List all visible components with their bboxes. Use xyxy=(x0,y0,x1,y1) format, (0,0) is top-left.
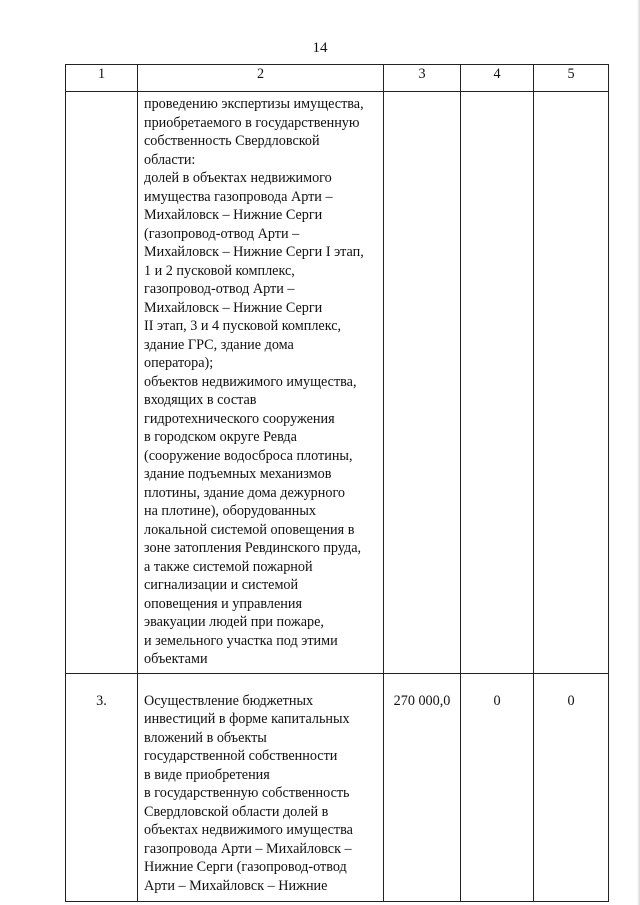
row3-col4-cell xyxy=(461,673,534,901)
row3-number-cell xyxy=(66,673,138,901)
text-line: входящих в состав xyxy=(144,392,257,408)
text-line: плотины, здание дома дежурного xyxy=(144,484,346,501)
text-line: Михайловск – Нижние Серги xyxy=(144,299,323,316)
text-line: 1 и 2 пусковой комплекс, xyxy=(144,262,295,279)
header-col-3: 3 xyxy=(384,65,461,92)
text-line: оповещения и управления xyxy=(144,595,302,612)
amount-value: 0 xyxy=(567,692,575,709)
text-line: инвестиций в форме капитальных xyxy=(144,711,350,727)
text-line: в виде приобретения xyxy=(144,766,270,783)
row3-col3-cell xyxy=(384,673,461,901)
text-line: имущества газопровода Арти – xyxy=(144,188,333,205)
text-line: объектов недвижимого имущества, xyxy=(144,373,357,390)
text-line: здание ГРС, здание дома xyxy=(144,336,294,353)
row-number: 3. xyxy=(96,692,107,709)
text-line: гидротехнического сооружения xyxy=(144,410,335,427)
text-line: Осуществление бюджетных xyxy=(144,692,314,709)
text-line: в государственную собственность xyxy=(144,785,350,801)
table-header-row xyxy=(66,65,609,92)
text-line: Михайловск – Нижние Серги xyxy=(144,207,323,223)
header-col-1: 1 xyxy=(66,65,138,92)
text-line: здание подъемных механизмов xyxy=(144,466,332,482)
table-row-3 xyxy=(66,673,609,901)
cont-col5-cell xyxy=(534,92,609,674)
text-line: а также системой пожарной xyxy=(144,558,313,575)
text-line: Нижние Серги (газопровод-отвод xyxy=(144,859,347,875)
cont-col3-cell xyxy=(384,92,461,674)
text-line: сигнализации и системой xyxy=(144,577,299,593)
text-line: приобретаемого в государственную xyxy=(144,114,360,131)
text-line: Арти – Михайловск – Нижние xyxy=(144,877,328,894)
text-line: и земельного участка под этими xyxy=(144,632,338,649)
cont-description-cell xyxy=(138,92,384,674)
cont-col4-cell xyxy=(461,92,534,674)
text-line: газопровод-отвод Арти – xyxy=(144,281,295,297)
text-line: (газопровод-отвод Арти – xyxy=(144,225,300,242)
header-col-5: 5 xyxy=(534,65,609,92)
budget-table xyxy=(65,64,609,902)
text-line: проведению экспертизы имущества, xyxy=(144,96,364,112)
text-line: области: xyxy=(144,151,196,168)
text-line: (сооружение водосброса плотины, xyxy=(144,447,353,464)
text-line: долей в объектах недвижимого xyxy=(144,170,332,186)
header-col-2: 2 xyxy=(138,65,384,92)
page-number: 14 xyxy=(312,40,328,56)
amount-value: 0 xyxy=(493,692,501,709)
text-line: оператора); xyxy=(144,355,214,371)
text-line: локальной системой оповещения в xyxy=(144,521,355,538)
text-line: газопровода Арти – Михайловск – xyxy=(144,840,352,857)
row3-col5-cell xyxy=(534,673,609,901)
text-line: вложений в объекты xyxy=(144,729,267,746)
text-line: собственность Свердловской xyxy=(144,133,320,149)
text-line: объектах недвижимого имущества xyxy=(144,822,353,838)
cont-number-cell xyxy=(66,92,138,674)
text-line: зоне затопления Ревдинского пруда, xyxy=(144,540,362,556)
table-row-continuation xyxy=(66,92,609,674)
text-line: Свердловской области долей в xyxy=(144,803,329,820)
amount-value: 270 000,0 xyxy=(393,692,451,709)
text-line: Михайловск – Нижние Серги I этап, xyxy=(144,244,364,260)
text-line: объектами xyxy=(144,651,208,667)
text-line: на плотине), оборудованных xyxy=(144,503,316,519)
text-line: II этап, 3 и 4 пусковой комплекс, xyxy=(144,318,342,334)
header-col-4: 4 xyxy=(461,65,534,92)
text-line: государственной собственности xyxy=(144,748,338,764)
text-line: в городском округе Ревда xyxy=(144,429,297,445)
row3-description-cell xyxy=(138,673,384,901)
text-line: эвакуации людей при пожаре, xyxy=(144,614,324,630)
